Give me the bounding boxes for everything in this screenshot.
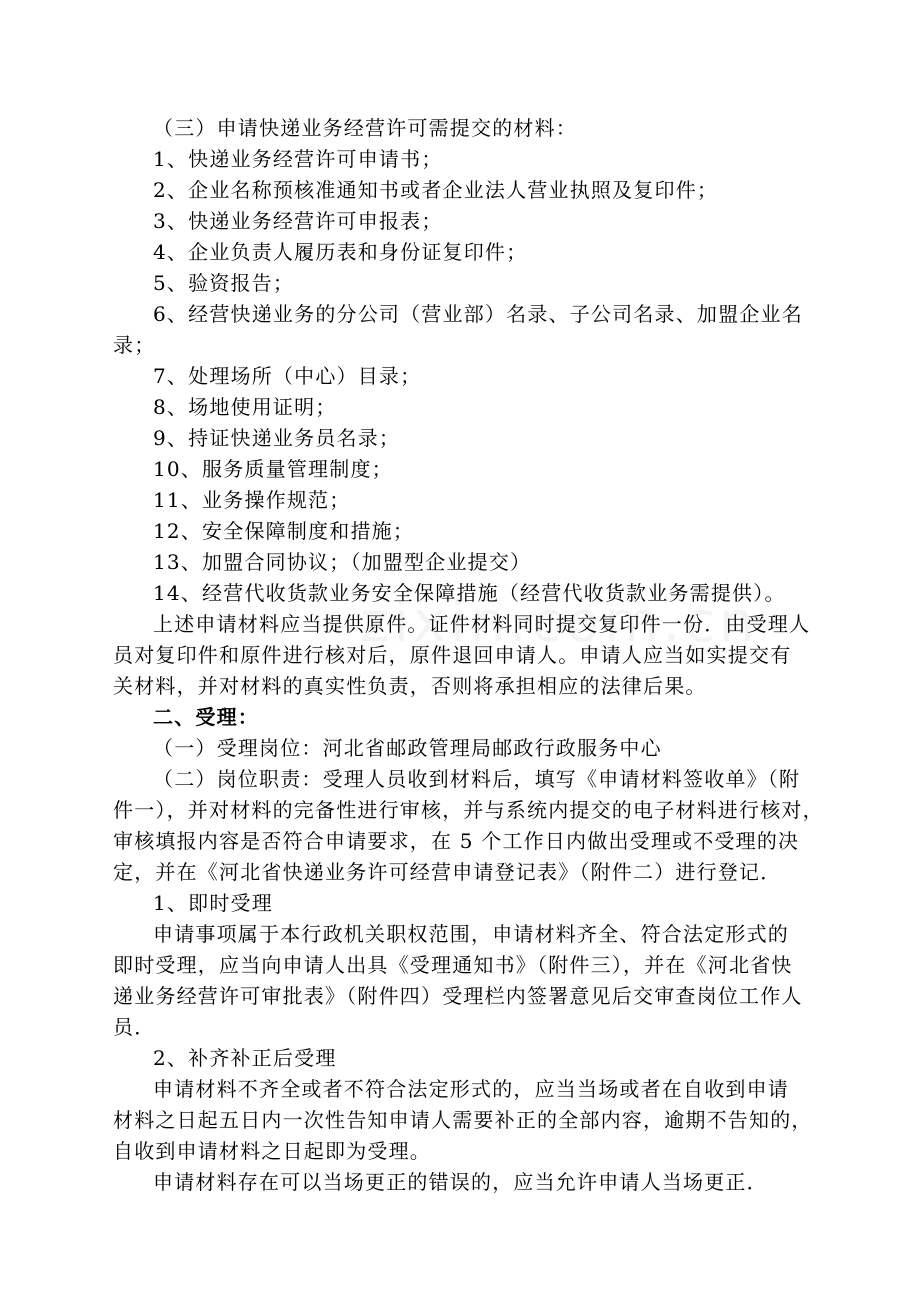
paragraph-line: （二）岗位职责：受理人员收到材料后，填写《申请材料签收单》（附 xyxy=(153,767,801,791)
paragraph-line: 关材料，并对材料的真实性负责，否则将承担相应的法律后果。 xyxy=(113,674,707,698)
paragraph-line: 上述申请材料应当提供原件。证件材料同时提交复印件一份．由受理人 xyxy=(153,612,811,636)
list-item: 14、经营代收货款业务安全保障措施（经营代收货款业务需提供）。 xyxy=(153,581,786,605)
paragraph-line: 员对复印件和原件进行核对后，原件退回申请人。申请人应当如实提交有 xyxy=(113,643,792,667)
paragraph-line: 即时受理，应当向申请人出具《受理通知书》（附件三），并在《河北省快 xyxy=(113,953,793,977)
paragraph-line: 件一），并对材料的完备性进行审核，并与系统内提交的电子材料进行核对， xyxy=(113,798,824,822)
list-item: 12、安全保障制度和措施； xyxy=(153,519,415,543)
section-heading-materials: （三）申请快递业务经营许可需提交的材料： xyxy=(153,116,577,140)
list-item: 10、服务质量管理制度； xyxy=(153,457,393,481)
list-item: 6、经营快递业务的分公司（营业部）名录、子公司名录、加盟企业名 xyxy=(153,302,803,326)
list-item: 5、验资报告； xyxy=(153,271,295,295)
list-item: 7、处理场所（中心）目录； xyxy=(153,364,422,388)
subheading: 2、补齐补正后受理 xyxy=(153,1046,337,1070)
paragraph-line: 自收到申请材料之日起即为受理。 xyxy=(113,1139,431,1163)
list-item: 2、企业名称预核准通知书或者企业法人营业执照及复印件； xyxy=(153,178,719,202)
list-item: 1、快递业务经营许可申请书； xyxy=(153,147,443,171)
list-item: 8、场地使用证明； xyxy=(153,395,337,419)
paragraph-line: 材料之日起五日内一次性告知申请人需要补正的全部内容，逾期不告知的， xyxy=(113,1108,813,1132)
list-item: 11、业务操作规范； xyxy=(153,488,351,512)
paragraph-line: 定，并在《河北省快递业务许可经营申请登记表》（附件二）进行登记． xyxy=(113,860,782,884)
paragraph-line: （一）受理岗位：河北省邮政管理局邮政行政服务中心 xyxy=(153,736,662,760)
paragraph-line: 申请材料存在可以当场更正的错误的，应当允许申请人当场更正． xyxy=(153,1170,768,1194)
paragraph-line: 申请材料不齐全或者不符合法定形式的，应当当场或者在自收到申请 xyxy=(153,1077,789,1101)
section-heading-acceptance: 二、受理： xyxy=(153,705,259,729)
document-body xyxy=(113,113,824,1198)
list-item: 3、快递业务经营许可申报表； xyxy=(153,209,443,233)
paragraph-line: 申请事项属于本行政机关职权范围，申请材料齐全、符合法定形式的 xyxy=(153,922,789,946)
list-item: 4、企业负责人履历表和身份证复印件； xyxy=(153,240,528,264)
paragraph-line: 员． xyxy=(113,1015,156,1039)
list-item: 13、加盟合同协议；（加盟型企业提交） xyxy=(153,550,532,574)
paragraph-line: 审核填报内容是否符合申请要求，在 5 个工作日内做出受理或不受理的决 xyxy=(113,829,800,853)
list-item: 9、持证快递业务员名录； xyxy=(153,426,401,450)
list-item-continuation: 录； xyxy=(113,333,156,357)
paragraph-line: 递业务经营许可审批表》（附件四）受理栏内签署意见后交审查岗位工作人 xyxy=(113,984,803,1008)
subheading: 1、即时受理 xyxy=(153,891,273,915)
